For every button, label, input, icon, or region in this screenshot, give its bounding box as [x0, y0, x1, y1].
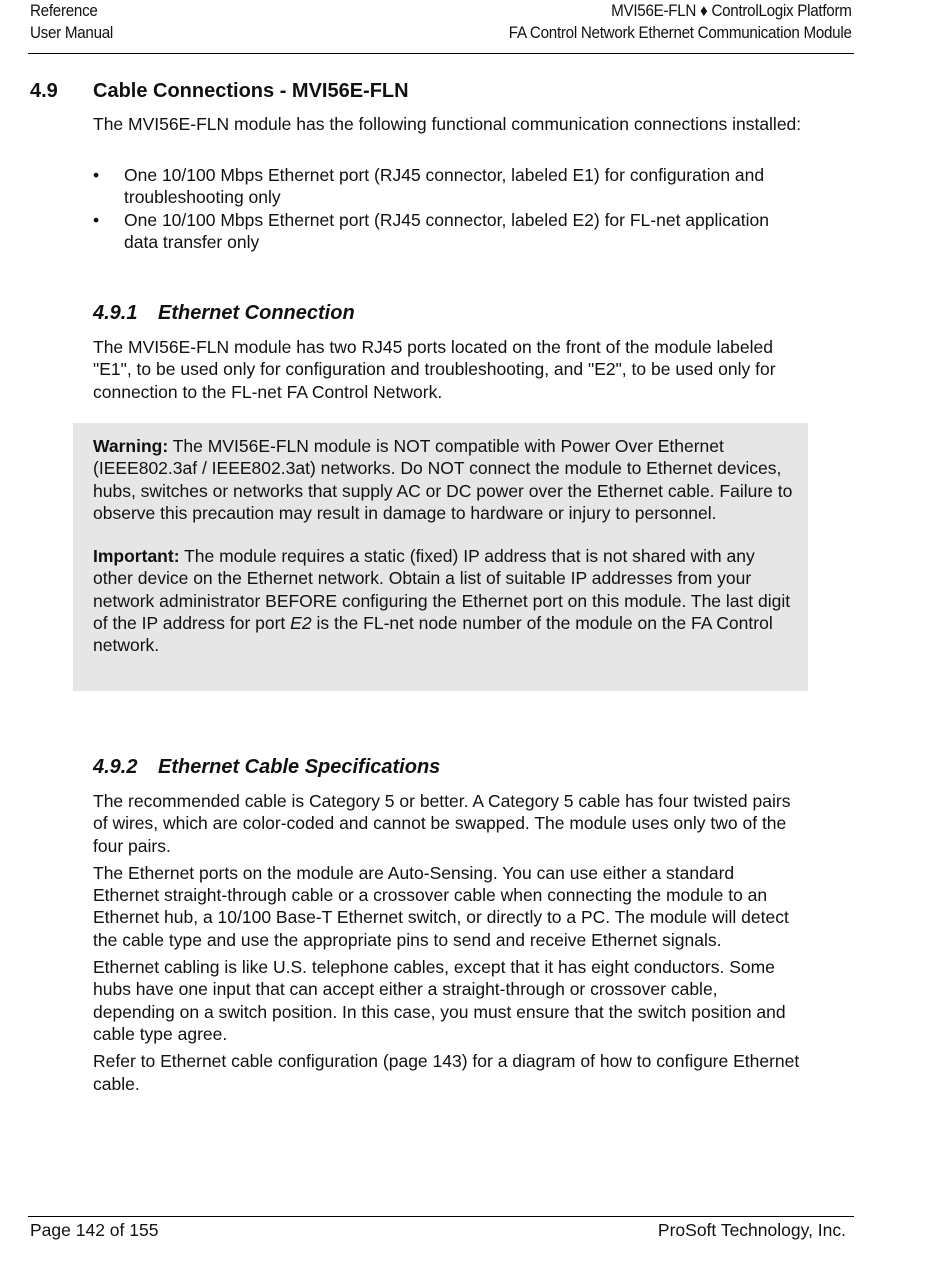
subsection-heading-ethernet-connection [93, 300, 355, 326]
company-name: ProSoft Technology, Inc. [657, 1220, 846, 1240]
header-section-name: Reference [30, 2, 98, 20]
warning-label: Warning: [93, 436, 169, 456]
cable-specs-body [93, 790, 803, 1100]
warning-paragraph [93, 435, 793, 524]
cable-paragraph: Ethernet cabling is like U.S. telephone cables, except that it has eight conductors. Some hubs have one input that can accept either a straight-through or crossover cable, depending on a switch position. In this case, you must ensure that the switch position and cable type agree. [93, 957, 786, 1044]
important-port: E2 [290, 613, 312, 634]
section-number: 4.9 [30, 80, 58, 102]
important-paragraph [93, 545, 793, 656]
important-text: The module requires a static (fixed) IP address that is not shared with any other device on the Ethernet network. Obtain a list of suitable IP addresses from your network administrator BEFORE configuring the Ethernet port on this module. The last digit of the IP address for port [93, 546, 791, 634]
subsection-heading-cable-specs [93, 754, 440, 780]
footer-divider [28, 1216, 854, 1217]
subsection-number: 4.9.1 [93, 302, 138, 324]
header-module-name: FA Control Network Ethernet Communication Module [509, 24, 852, 42]
warning-text: The MVI56E-FLN module is NOT compatible with Power Over Ethernet (IEEE802.3af / IEEE802.3at) networks. Do NOT connect the module to Ethernet devices, hubs, switches or networks that supply AC or DC power over the Ethernet cable. Failure to observe this precaution may result in damage to hardware or injury to personnel. [93, 436, 793, 523]
connection-list [93, 164, 803, 253]
page-number: Page 142 of 155 [30, 1220, 159, 1240]
cable-paragraph: The recommended cable is Category 5 or better. A Category 5 cable has four twisted pairs of wires, which are color-coded and cannot be swapped. The module uses only two of the four pairs. [93, 791, 791, 856]
list-item: • One 10/100 Mbps Ethernet port (RJ45 connector, labeled E1) for configuration and troubleshooting only [93, 164, 803, 209]
header-left [30, 0, 113, 44]
important-label: Important: [93, 546, 180, 567]
ethernet-connection-text: The MVI56E-FLN module has two RJ45 ports located on the front of the module labeled "E1", to be used only for configuration and troubleshooting, and "E2", to be used only for connection to the FL-net FA Control Network. [93, 337, 776, 402]
cable-paragraph: Refer to Ethernet cable configuration (page 143) for a diagram of how to configure Ethernet cable. [93, 1051, 800, 1094]
header-right [509, 0, 852, 44]
subsection-title: Ethernet Cable Specifications [158, 756, 441, 778]
section-intro-text: The MVI56E-FLN module has the following functional communication connections installed: [93, 114, 802, 134]
important-text-end: is the FL-net node number of the module on the FA Control network. [93, 613, 773, 656]
section-title: Cable Connections - MVI56E-FLN [93, 80, 409, 102]
subsection-number: 4.9.2 [93, 756, 138, 778]
cable-paragraph: The Ethernet ports on the module are Auto-Sensing. You can use either a standard Ethernet straight-through cable or a crossover cable when connecting the module to an Ethernet hub, a 10/100 Base-T Ethernet switch, or directly to a PC. The module will detect the cable type and use the appropriate pins to send and receive Ethernet signals. [93, 862, 789, 950]
ethernet-connection-body [93, 336, 803, 408]
section-heading [30, 78, 409, 104]
header-product-name: MVI56E-FLN ♦ ControlLogix Platform [611, 2, 852, 20]
warning-callout [73, 423, 808, 691]
section-intro [93, 113, 803, 140]
header-divider [28, 53, 854, 54]
list-item: • One 10/100 Mbps Ethernet port (RJ45 connector, labeled E2) for FL-net application data transfer only [93, 209, 803, 254]
subsection-title: Ethernet Connection [158, 302, 355, 324]
header-manual-name: User Manual [30, 24, 114, 42]
